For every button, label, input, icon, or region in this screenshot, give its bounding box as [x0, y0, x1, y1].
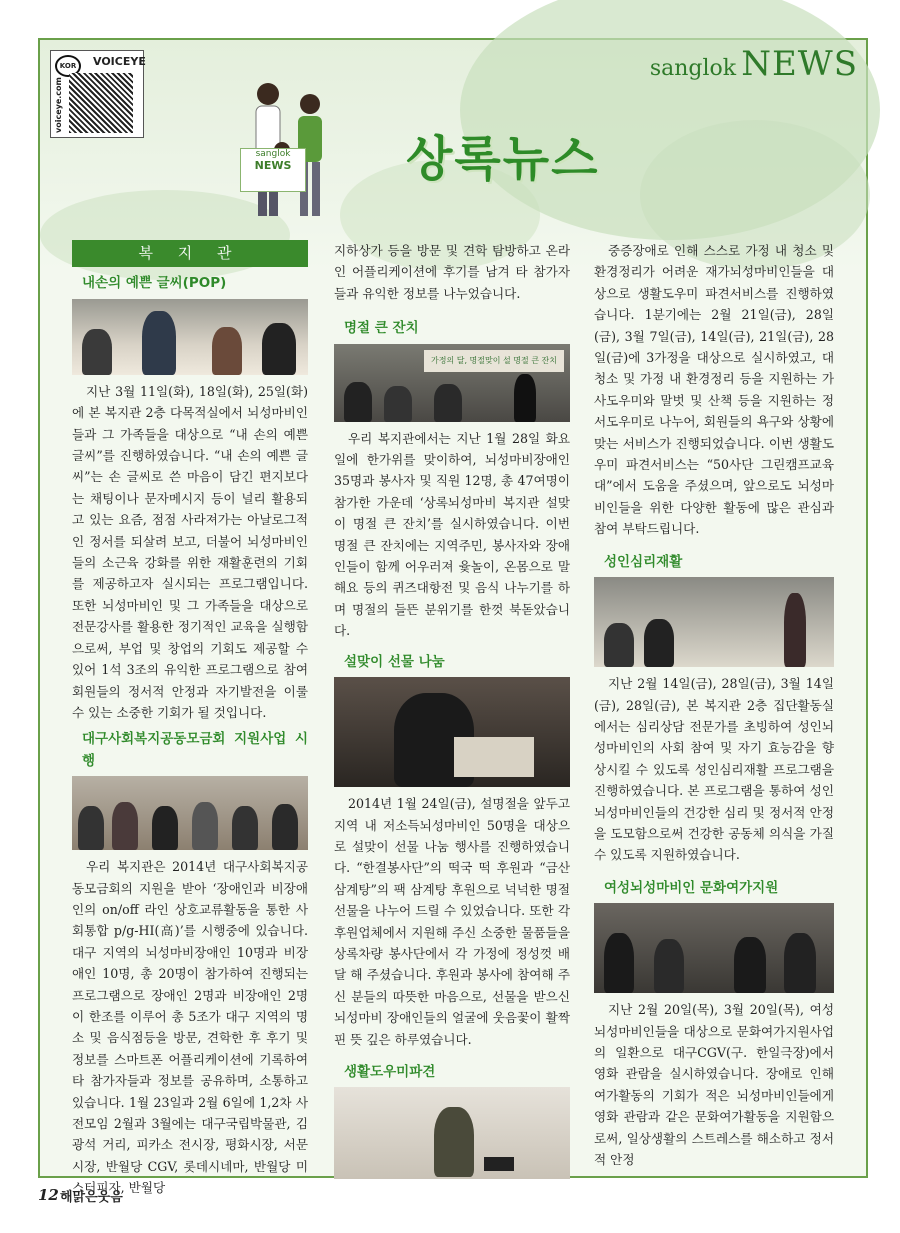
photo-pop-class — [72, 299, 308, 375]
sign-top: sanglok — [255, 149, 291, 159]
section-bar: 복 지 관 — [72, 240, 308, 267]
banner-text: 가정의 달, 명절맞이 설 명절 큰 잔치 — [424, 350, 564, 372]
article-body: 지난 2월 20일(목), 3월 20일(목), 여성뇌성마비인들을 대상으로 문화여가지원사업의 일환으로 대구CGV(구. 한일극장)에서 영화 관람을 실시하였습니다. 장애로 인해 여가활동의 기회가 적은 뇌성마비인들에게 영화 관람과 같은 문화여가활동을 지원함으로써, 일상생활의 스트레스를 해소하고 정서적 안정 — [594, 1002, 834, 1167]
article-heading: 성인심리재활 — [604, 553, 683, 570]
photo-psych-rehab — [594, 577, 834, 667]
sign-bottom: NEWS — [254, 159, 292, 172]
voiceye-logo: VOICEYE — [93, 55, 146, 68]
article-heading: 생활도우미파견 — [344, 1063, 436, 1080]
article-heading: 여성뇌성마비인 문화여가지원 — [604, 879, 779, 896]
sanglok-news-brand — [650, 44, 858, 84]
article-body: 우리 복지관에서는 지난 1월 28일 화요일에 한가위를 맞이하여, 뇌성마비장애인 35명과 봉사자 및 직원 12명, 총 47여명이 참가한 가운데 ‘상록뇌성마비 복지관 설맞이 명절 큰 잔치’를 실시하였습니다. 이번 명절 큰 잔치에는 지역주민, 봉사자와 장애인들이 함께 어우러져 윷놀이, 온몸으로 말해요 등의 퀴즈대항전 및 음식 나누기를 하며 명절의 들뜬 분위기를 한껏 북돋았습니다. — [334, 430, 570, 639]
column-2 — [334, 240, 570, 1185]
photo-gift-sharing — [334, 677, 570, 787]
photo-holiday-party — [334, 344, 570, 422]
photo-social-integration — [72, 776, 308, 850]
photo-culture-support — [594, 903, 834, 993]
column-1 — [72, 240, 308, 1199]
page-number: 12 — [38, 1186, 59, 1204]
article-heading: 설맞이 선물 나눔 — [344, 653, 445, 670]
article-body: 지난 3월 11일(화), 18일(화), 25일(화)에 본 복지관 2층 다목적실에서 뇌성마비인들과 그 가족들을 대상으로 “내 손의 예쁜 글씨”를 진행하였습니다. “내 손의 예쁜 글씨”는 손 글씨로 쓴 마음이 담긴 편지보다는 채팅이나 문자메시지 등이 널리 활용되고 있는 요즘, 점점 사라져가는 아날로그적인 정서를 되살려 보고, 더불어 뇌성마비인들의 소근육 강화를 위한 재활훈련의 기회를 제공하고자 실시되는 프로그램입니다. 또한 뇌성마비인 및 그 가족들을 대상으로 전문강사를 활용한 정기적인 교육을 실행함으로써, 부업 및 창업의 기회도 제공할 수 있어 1석 3조의 유익한 프로그램으로 참여회원들의 정서적 안정과 자기발전을 이룰 수 있는 소중한 기회가 될 것입니다. — [72, 383, 308, 720]
brand-big: NEWS — [741, 44, 858, 84]
brand-small: sanglok — [649, 56, 737, 81]
page-title: 상록뉴스 — [406, 131, 600, 187]
article-body: 지하상가 등을 방문 및 견학 탐방하고 온라인 어플리케이션에 후기를 남겨 타 참가자들과 유익한 정보를 나누었습니다. — [334, 243, 570, 301]
article-heading: 내손의 예쁜 글씨(POP) — [82, 275, 227, 292]
magazine-name: 해맑은웃음 — [60, 1190, 123, 1205]
article-heading: 대구사회복지공동모금회 지원사업 시행 — [82, 731, 308, 769]
article-body: 2014년 1월 24일(금), 설명절을 앞두고 지역 내 저소득뇌성마비인 50명을 대상으로 설맞이 선물 나눔 행사를 진행하였습니다. “한결봉사단”의 떡국 떡 후원과 “금산삼계탕”의 팩 삼계탕 후원으로 넉넉한 명절선물을 나누어 드릴 수 있었습니다. 또한 각 후원업체에서 지원해 주신 소중한 물품들을 상록차량 봉사단에서 각 가정에 정성껏 배달 해 주셨습니다. 후원과 봉사에 참여해 주신 분들의 따뜻한 마음으로, 선물을 받으신 뇌성마비 장애인들의 얼굴에 웃음꽃이 활짝 핀 뜻 깊은 하루였습니다. — [334, 796, 570, 1047]
article-body: 지난 2월 14일(금), 28일(금), 3월 14일(금), 28일(금), 본 복지관 2층 집단활동실에서는 심리상담 전문가를 초빙하여 성인뇌성마비인의 사회 참여 및 자기 효능감을 향상시킬 수 있도록 성인심리재활 프로그램을 진행하였습니다. 본 프로그램을 통하여 성인뇌성마비인들의 건강한 심리 및 정서적 안정을 도모함으로써 건강한 공동체 의식을 가질 수 있도록 지원하였습니다. — [594, 676, 834, 863]
article-heading: 명절 큰 잔치 — [344, 320, 419, 337]
qr-pattern — [69, 73, 133, 133]
article-body: 중증장애로 인해 스스로 가정 내 청소 및 환경정리가 어려운 재가뇌성마비인들을 대상으로 생활도우미 파견서비스를 진행하였습니다. 1분기에는 2월 21일(금), 28일(금), 3월 7일(금), 14일(금), 21일(금), 28일(금)에 3가정을 대상으로 실시하였고, 대청소 및 가정 내 환경정리 등을 지원하는 가사도우미와 말벗 및 산책 등을 지원하는 정서도우미로 나누어, 회원들의 욕구와 상황에 맞는 서비스가 진행되었습니다. 이번 생활도우미 파견서비스는 “50사단 그린캠프교육대”에서 도움을 주셨으며, 앞으로도 뇌성마비인들을 위한 다양한 활동에 많은 관심과 참여 부탁드립니다. — [594, 243, 834, 537]
article-body: 우리 복지관은 2014년 대구사회복지공동모금회의 지원을 받아 ‘장애인과 비장애인의 on/off 라인 상호교류활동을 통한 사회통합 p/g-HI(高)’를 시행중에 있습니다. 대구 지역의 뇌성마비장애인 10명과 비장애인 10명, 총 20명이 참가하여 진행되는 프로그램으로 장애인 2명과 비장애인 2명이 한조를 이루어 총 5조가 대구 지역의 명소 및 음식점등을 방문, 견학한 후 후기 및 정보를 스마트폰 어플리케이션에 기록하여 타 참가자들과 정보를 공유하며, 소통하고 있습니다. 1월 23일과 2월 6일에 1,2차 사전모임 2월과 3월에는 대구국립박물관, 김광석 거리, 피카소 전시장, 평화시장, 서문시장, 반월당 CGV, 롯데시네마, 반월당 미스터피자, 반월당 — [72, 859, 308, 1196]
column-3 — [594, 240, 834, 1170]
kor-badge: KOR — [55, 55, 81, 77]
photo-helper-dispatch — [334, 1087, 570, 1179]
family-sign — [240, 148, 306, 192]
voiceye-code[interactable] — [50, 50, 144, 138]
page-frame — [38, 38, 868, 1196]
voiceye-url: voiceye.com — [54, 77, 63, 133]
